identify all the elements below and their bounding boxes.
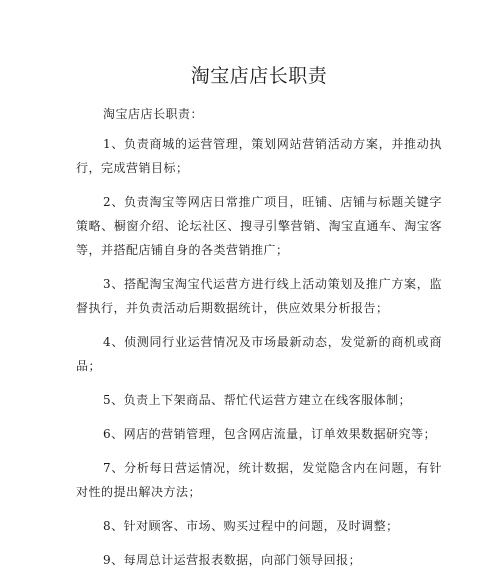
duty-item-5: 5、负责上下架商品、帮忙代运营方建立在线客服体制； — [103, 393, 412, 407]
duty-item-1: 1、负责商城的运营管理，策划网站营销活动方案，并推动执行，完成营销目标； — [76, 137, 442, 175]
duty-list — [76, 132, 442, 572]
duty-item-6: 6、网店的营销管理，包含网店流量，订单效果数据研究等； — [103, 427, 437, 441]
duty-item-4: 4、侦测同行业运营情况及市场最新动态，发觉新的商机或商品； — [76, 335, 442, 373]
duty-item-8: 8、针对顾客、市场、购买过程中的问题，及时调整； — [103, 519, 399, 533]
intro-line: 淘宝店店长职责： — [103, 107, 204, 121]
page-title: 淘宝店店长职责 — [190, 65, 328, 87]
duty-item-3: 3、搭配淘宝淘宝代运营方进行线上活动策划及推广方案，监督执行，并负责活动后期数据统计，供应效果分析报告； — [76, 277, 442, 315]
duty-item-7: 7、分析每日营运情况，统计数据，发觉隐含内在问题，有针对性的提出解决方法； — [76, 461, 442, 499]
duty-item-2: 2、负责淘宝等网店日常推广项目，旺铺、店铺与标题关键字策略、橱窗介绍、论坛社区、搜寻引擎营销、淘宝直通车、淘宝客等，并搭配店铺自身的各类营销推广； — [76, 195, 442, 257]
duty-item-9: 9、每周总计运营报表数据，向部门领导回报； — [103, 553, 362, 567]
